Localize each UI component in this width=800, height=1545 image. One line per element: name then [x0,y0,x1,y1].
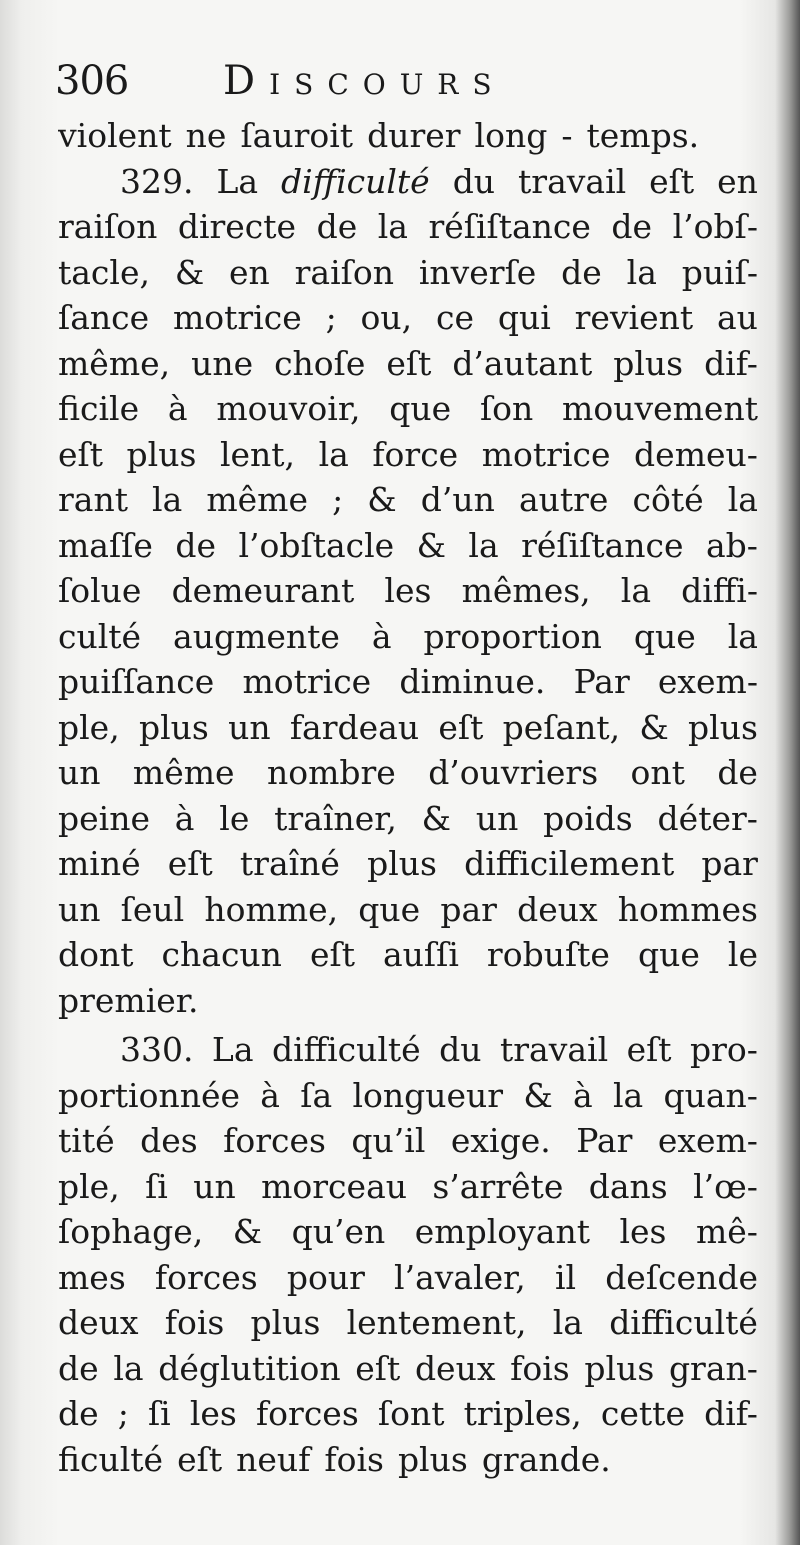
word: mes [58,1257,126,1297]
word: ſophage, [58,1212,204,1251]
word: d’un [420,480,495,519]
text-line [58,204,758,250]
word: triples, [463,1394,582,1433]
word: difficulté [271,1030,421,1069]
word: un [228,707,271,747]
word: ficulté [58,1439,164,1479]
word: travail [518,161,627,201]
text-line [58,159,758,205]
word: qu’il [351,1121,426,1160]
word: ſi [147,1394,171,1433]
word: puiſſance [58,662,215,701]
text-line [58,1437,758,1483]
page-number: 306 [55,58,129,104]
word: portionnée [58,1075,241,1115]
word: réſiſtance [521,525,684,565]
text-line [58,432,758,478]
word: la [113,1348,144,1388]
word: de [717,753,758,792]
word: du [452,161,496,201]
word: revient [574,298,694,337]
word: à [573,1075,593,1115]
word: la [468,525,499,565]
word: ſolue [58,571,142,610]
word: plus [688,707,758,747]
word: eſt [355,1348,401,1388]
word: long [474,116,548,155]
text-line [58,1118,758,1164]
word: deux [58,1303,139,1342]
word: motrice [481,434,611,474]
word: fardeau [289,707,420,747]
page-header [55,58,755,108]
word: exem- [657,662,758,701]
word: mouvoir, [216,389,361,428]
text-line [58,1346,758,1392]
word: de [175,525,217,565]
word: forces [223,1121,326,1160]
word: La [211,1030,254,1069]
word: ſauroit [240,116,354,155]
word: de [561,252,602,292]
word: ; [117,1394,129,1433]
word: 330. [120,1030,194,1069]
text-line [58,841,758,887]
text-line [58,887,758,933]
word: fois [510,1348,570,1388]
text-line [58,523,758,569]
word: dans [588,1166,668,1206]
word: hommes [617,889,758,929]
word: & [639,707,669,747]
word: de [316,207,358,246]
word: difficulté [281,161,430,201]
word: ple, [58,707,120,747]
word: ſont [377,1394,445,1433]
text-line [58,1027,758,1073]
word: eſt [438,707,484,747]
word: plus [250,1303,321,1342]
word: une [191,343,254,383]
word: mê- [695,1212,758,1251]
text-line [58,750,758,796]
word: exem- [657,1121,758,1160]
word: par [440,889,497,929]
text-line [58,932,758,978]
word: la [377,207,408,246]
text-line [58,341,758,387]
word: ; [325,298,337,337]
word: plus [613,343,684,383]
word: côté [632,480,704,519]
word: l’obſtacle [238,525,395,565]
word: augmente [173,616,340,656]
word: fois [324,1439,384,1479]
word: travail [499,1030,609,1069]
word: raiſon [58,207,158,246]
word: un [58,889,101,929]
text-line [58,113,758,159]
word: lentement, [346,1303,527,1342]
word: que [637,935,700,974]
word: exige. [450,1121,551,1160]
word: eſt [167,844,213,883]
word: la [612,1075,644,1115]
word: & [232,1212,263,1251]
word: ſance [58,298,150,337]
word: eſt [626,1030,672,1069]
word: le [727,935,758,974]
word: par [701,844,758,883]
word: ſeul [120,889,185,929]
word: de [58,1348,99,1388]
text-line [58,1255,758,1301]
word: dif- [704,1394,758,1433]
word: puiſ- [681,252,758,292]
word: tacle, [58,252,150,292]
text-line [58,659,758,705]
word: neuf [236,1439,311,1479]
text-line [58,295,758,341]
word: diminue. [399,662,546,701]
word: plus [138,707,209,747]
paragraph-330 [58,1027,758,1482]
word: d’ouvriers [428,753,599,792]
text-line [58,1300,758,1346]
word: miné [58,844,141,883]
paragraph-continued [58,113,758,159]
word: difficilement [464,844,675,883]
word: ple, [58,1166,120,1206]
word: eſt [58,434,104,474]
word: poids [543,798,633,838]
word: proportion [423,616,602,656]
word: inverſe [418,252,537,292]
word: qui [497,298,551,337]
word: eſt [386,343,432,383]
word: le [219,798,250,838]
word: la [626,252,657,292]
word: robuſte [486,935,610,974]
word: temps. [586,116,700,155]
word: l’œ- [693,1166,758,1206]
word: culté [58,616,142,656]
word: quan- [663,1075,758,1115]
word: directe [177,207,297,246]
word: mouvement [562,389,758,428]
text-line [58,614,758,660]
word: autre [518,480,609,519]
word: pour [286,1257,365,1297]
word: la [727,480,758,519]
word: deſcende [605,1257,758,1297]
word: rant [58,480,128,519]
word: choſe [274,343,366,383]
word: les [619,1212,667,1251]
word: lent, [219,434,296,474]
word: gran- [668,1348,758,1388]
word: morceau [261,1166,407,1206]
word: diffi- [681,571,758,610]
word: forces [154,1257,258,1297]
word: 329. [120,161,194,201]
word: même [132,753,235,792]
word: nombre [266,753,396,792]
word: deux [414,1348,496,1388]
text-line [58,978,758,1024]
word: forces [255,1394,359,1433]
word: au [716,298,758,337]
word: ſi [145,1166,168,1206]
text-line [58,1209,758,1255]
word: les [189,1394,237,1433]
word: demeu- [634,434,758,474]
text-line [58,386,758,432]
word: traîné [239,844,340,883]
text-line [58,477,758,523]
word: La [216,161,259,201]
word: & [416,525,446,565]
word: plus [367,844,437,883]
word: ; [332,480,344,519]
word: ou, [360,298,413,337]
word: s’arrête [432,1166,564,1206]
word: un [193,1166,236,1206]
word: demeurant [171,571,355,610]
text-line [58,568,758,614]
word: mêmes, [461,571,591,610]
word: motrice [172,298,302,337]
word: dont [58,935,134,974]
word: & [174,252,205,292]
word: ne [185,116,227,155]
word: plus [126,434,197,474]
word: & [523,1075,553,1115]
word: la [727,616,758,656]
word: l’obſ- [672,207,758,246]
word: auſſi [382,935,459,974]
word: premier. [58,980,199,1020]
word: homme, [204,889,339,929]
word: dif- [704,343,758,383]
word: employant [414,1212,590,1251]
word: chacun [161,935,282,974]
word: à [167,389,188,428]
word: ficile [58,389,140,428]
word: la [552,1303,583,1342]
word: même, [58,343,171,383]
word: peine [58,798,150,838]
text-line [58,1391,758,1437]
word: plus [584,1348,655,1388]
word: déter- [657,798,758,838]
word: plus [397,1439,468,1479]
word: à [371,616,392,656]
word: la [620,571,652,610]
word: & [367,480,397,519]
word: tité [58,1121,115,1160]
word: un [475,798,519,838]
text-line [58,796,758,842]
word: que [633,616,696,656]
word: les [384,571,432,610]
word: durer [367,116,461,155]
word: difficulté [609,1303,758,1342]
running-head: Discours [223,58,506,104]
word: du [439,1030,482,1069]
word: qu’en [291,1212,386,1251]
word: maſſe [58,525,153,565]
word: Par [573,662,630,701]
word: d’autant [452,343,593,383]
word: grande. [481,1439,611,1479]
word: raiſon [294,252,394,292]
word: eſt [177,1439,223,1479]
paragraph-329 [58,159,758,1024]
word: traîner, [274,798,397,838]
word: en [717,161,758,201]
word: fois [164,1303,225,1342]
word: à [174,798,195,838]
word: à [260,1075,280,1115]
text-line [58,1073,758,1119]
word: en [229,252,270,292]
word: motrice [242,662,372,701]
word: eſt [649,161,695,201]
word: la [152,480,183,519]
text-line [58,705,758,751]
word: & [421,798,452,838]
word: un [58,753,101,792]
word: réſiſtance [428,207,591,246]
word: des [140,1121,198,1160]
word: il [554,1257,577,1297]
word: force [372,434,459,474]
word: longueur [352,1075,504,1115]
text-line [58,1164,758,1210]
word: pro- [690,1030,758,1069]
word: cette [600,1394,685,1433]
word: ſa [300,1075,333,1115]
word: l’avaler, [394,1257,526,1297]
word: ce [435,298,474,337]
word: que [389,389,452,428]
word: ſon [479,389,534,428]
word: peſant, [502,707,621,747]
word: que [358,889,421,929]
word: de [58,1394,99,1433]
word: deux [517,889,598,929]
word: déglutition [158,1348,341,1388]
body-text [58,113,758,1482]
word: ab- [706,525,758,565]
word: la [318,434,349,474]
word: Par [576,1121,633,1160]
word: ont [630,753,685,792]
text-line [58,250,758,296]
word: violent [58,116,172,155]
word: même [206,480,309,519]
word: - [561,116,573,155]
word: eſt [309,935,355,974]
word: de [611,207,653,246]
